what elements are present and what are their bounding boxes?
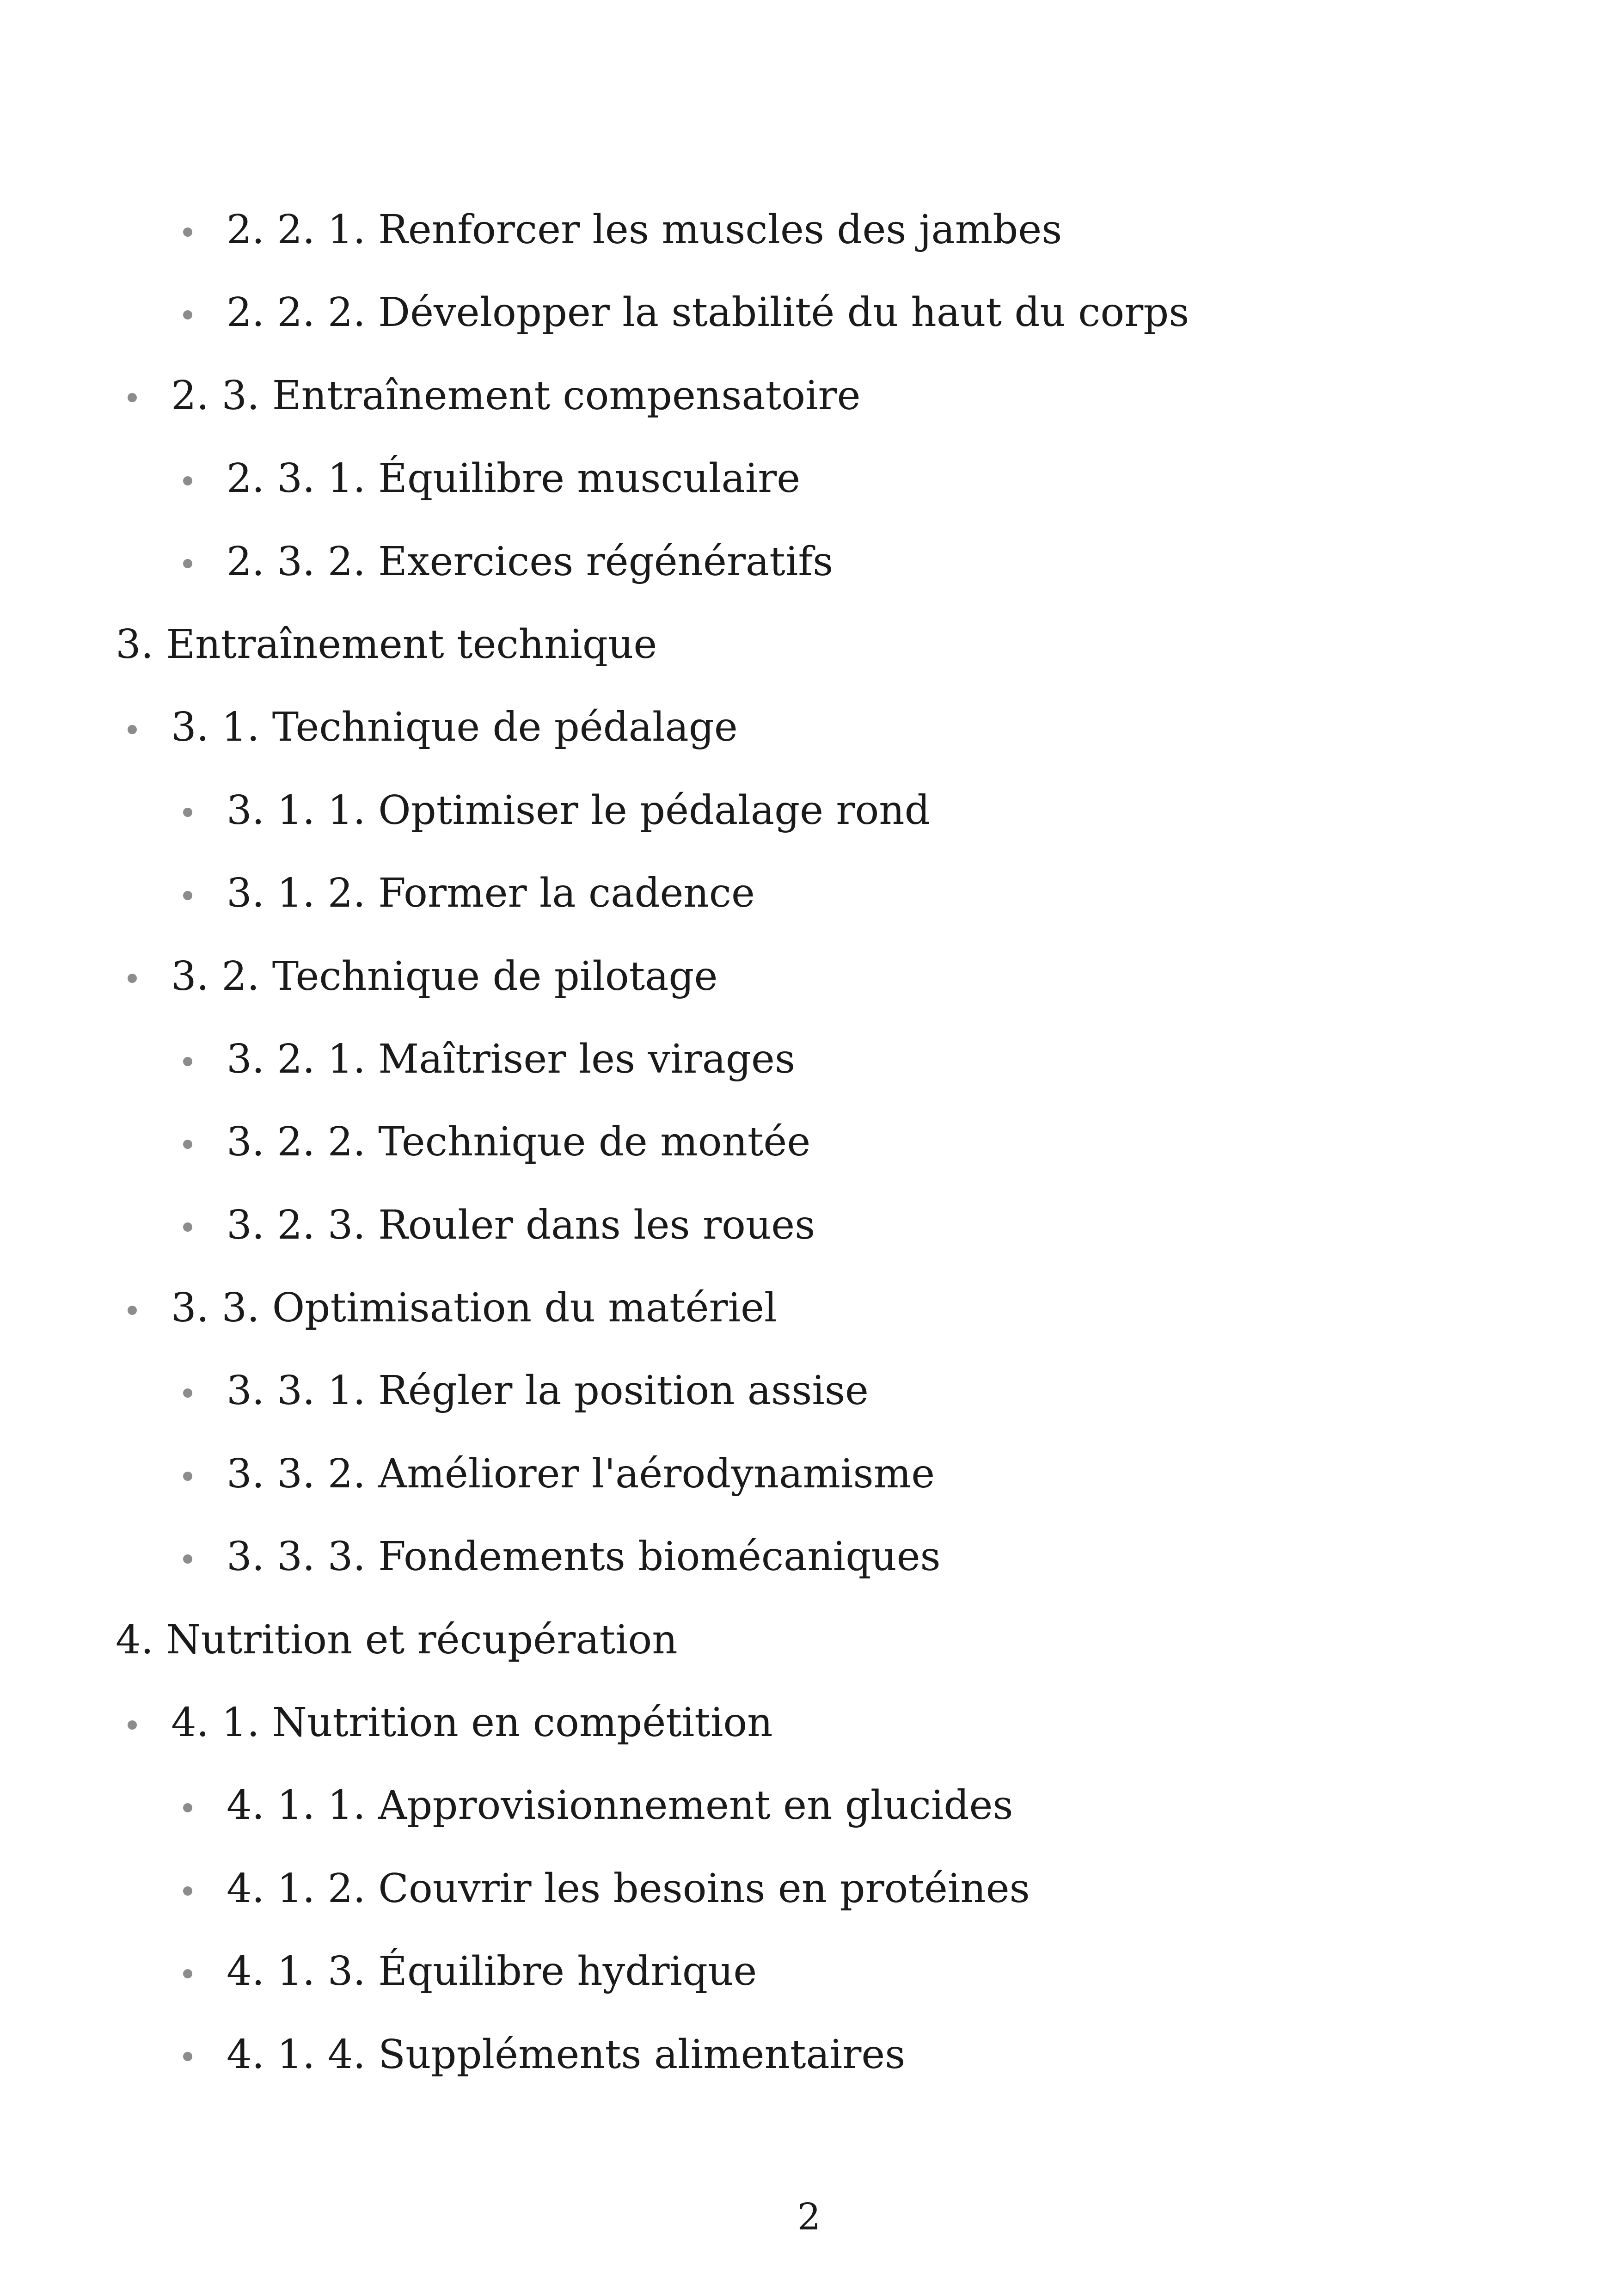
toc-entry-3-3 xyxy=(0,1267,1618,1350)
toc-entry-text: 3. 2. Technique de pilotage xyxy=(171,953,718,1000)
toc-entry-3-1-2 xyxy=(0,852,1618,935)
bullet-icon xyxy=(183,1969,192,1978)
toc-entry-3-3-1 xyxy=(0,1350,1618,1432)
toc-entry-text: 2. 3. 2. Exercices régénératifs xyxy=(227,538,834,585)
bullet-icon xyxy=(183,476,192,485)
toc-entry-text: 3. 3. 1. Régler la position assise xyxy=(227,1368,869,1414)
toc-entry-2-2-2 xyxy=(0,271,1618,354)
toc-entry-text: 2. 2. 2. Développer la stabilité du haut du corps xyxy=(227,289,1189,336)
toc-entry-text: 4. 1. 1. Approvisionnement en glucides xyxy=(227,1782,1013,1829)
bullet-icon xyxy=(183,2052,192,2061)
toc-entry-text: 3. 3. 3. Fondements biomécaniques xyxy=(227,1534,941,1580)
toc-entry-4-1 xyxy=(0,1682,1618,1764)
toc-entry-2-3-2 xyxy=(0,521,1618,603)
bullet-icon xyxy=(183,1886,192,1896)
toc-entry-3-2 xyxy=(0,935,1618,1018)
toc-entry-3-2-1 xyxy=(0,1018,1618,1101)
bullet-icon xyxy=(128,725,137,734)
toc-entry-4-1-2 xyxy=(0,1848,1618,1930)
toc-entry-text: 2. 2. 1. Renforcer les muscles des jambes xyxy=(227,207,1062,253)
toc-entry-text: 3. 2. 1. Maîtriser les virages xyxy=(227,1036,796,1082)
toc-entry-4-1-1 xyxy=(0,1764,1618,1847)
page-number: 2 xyxy=(797,2195,821,2238)
toc-entry-text: 2. 3. Entraînement compensatoire xyxy=(171,372,861,419)
toc-entry-text: 3. 1. 2. Former la cadence xyxy=(227,870,755,917)
bullet-icon xyxy=(128,1306,137,1315)
bullet-icon xyxy=(183,1554,192,1564)
toc-entry-text: 3. 2. 3. Rouler dans les roues xyxy=(227,1202,815,1248)
toc-entry-text: 3. 1. 1. Optimiser le pédalage rond xyxy=(227,787,930,834)
toc-chapter-text: 3. Entraînement technique xyxy=(116,621,657,668)
bullet-icon xyxy=(128,1720,137,1730)
bullet-icon xyxy=(183,227,192,237)
bullet-icon xyxy=(128,974,137,983)
toc-entry-text: 2. 3. 1. Équilibre musculaire xyxy=(227,455,801,502)
toc-entry-text: 3. 3. Optimisation du matériel xyxy=(171,1285,777,1332)
table-of-contents xyxy=(0,189,1618,2096)
bullet-icon xyxy=(183,1057,192,1066)
toc-entry-2-3 xyxy=(0,355,1618,437)
toc-entry-text: 4. 1. 2. Couvrir les besoins en protéines xyxy=(227,1865,1030,1912)
toc-entry-3-1 xyxy=(0,686,1618,769)
bullet-icon xyxy=(183,1222,192,1232)
toc-entry-text: 3. 3. 2. Améliorer l'aérodynamisme xyxy=(227,1450,935,1497)
toc-entry-3-3-2 xyxy=(0,1433,1618,1516)
toc-entry-text: 3. 1. Technique de pédalage xyxy=(171,704,738,751)
bullet-icon xyxy=(183,1472,192,1481)
toc-entry-2-2-1 xyxy=(0,189,1618,271)
toc-entry-4-1-3 xyxy=(0,1930,1618,2013)
toc-entry-3-2-2 xyxy=(0,1101,1618,1184)
toc-entry-text: 3. 2. 2. Technique de montée xyxy=(227,1119,811,1166)
toc-chapter-text: 4. Nutrition et récupération xyxy=(116,1616,678,1663)
toc-chapter-4 xyxy=(0,1599,1618,1682)
toc-entry-text: 4. 1. 4. Suppléments alimentaires xyxy=(227,2031,906,2078)
bullet-icon xyxy=(183,891,192,900)
toc-entry-text: 4. 1. 3. Équilibre hydrique xyxy=(227,1948,757,1995)
toc-entry-3-2-3 xyxy=(0,1184,1618,1267)
toc-entry-3-1-1 xyxy=(0,769,1618,852)
toc-chapter-3 xyxy=(0,603,1618,686)
bullet-icon xyxy=(183,808,192,817)
bullet-icon xyxy=(128,393,137,402)
bullet-icon xyxy=(183,310,192,319)
toc-entry-3-3-3 xyxy=(0,1516,1618,1598)
bullet-icon xyxy=(183,559,192,568)
toc-entry-text: 4. 1. Nutrition en compétition xyxy=(171,1700,773,1746)
bullet-icon xyxy=(183,1803,192,1812)
toc-entry-2-3-1 xyxy=(0,437,1618,520)
bullet-icon xyxy=(183,1388,192,1398)
bullet-icon xyxy=(183,1140,192,1149)
toc-entry-4-1-4 xyxy=(0,2014,1618,2096)
